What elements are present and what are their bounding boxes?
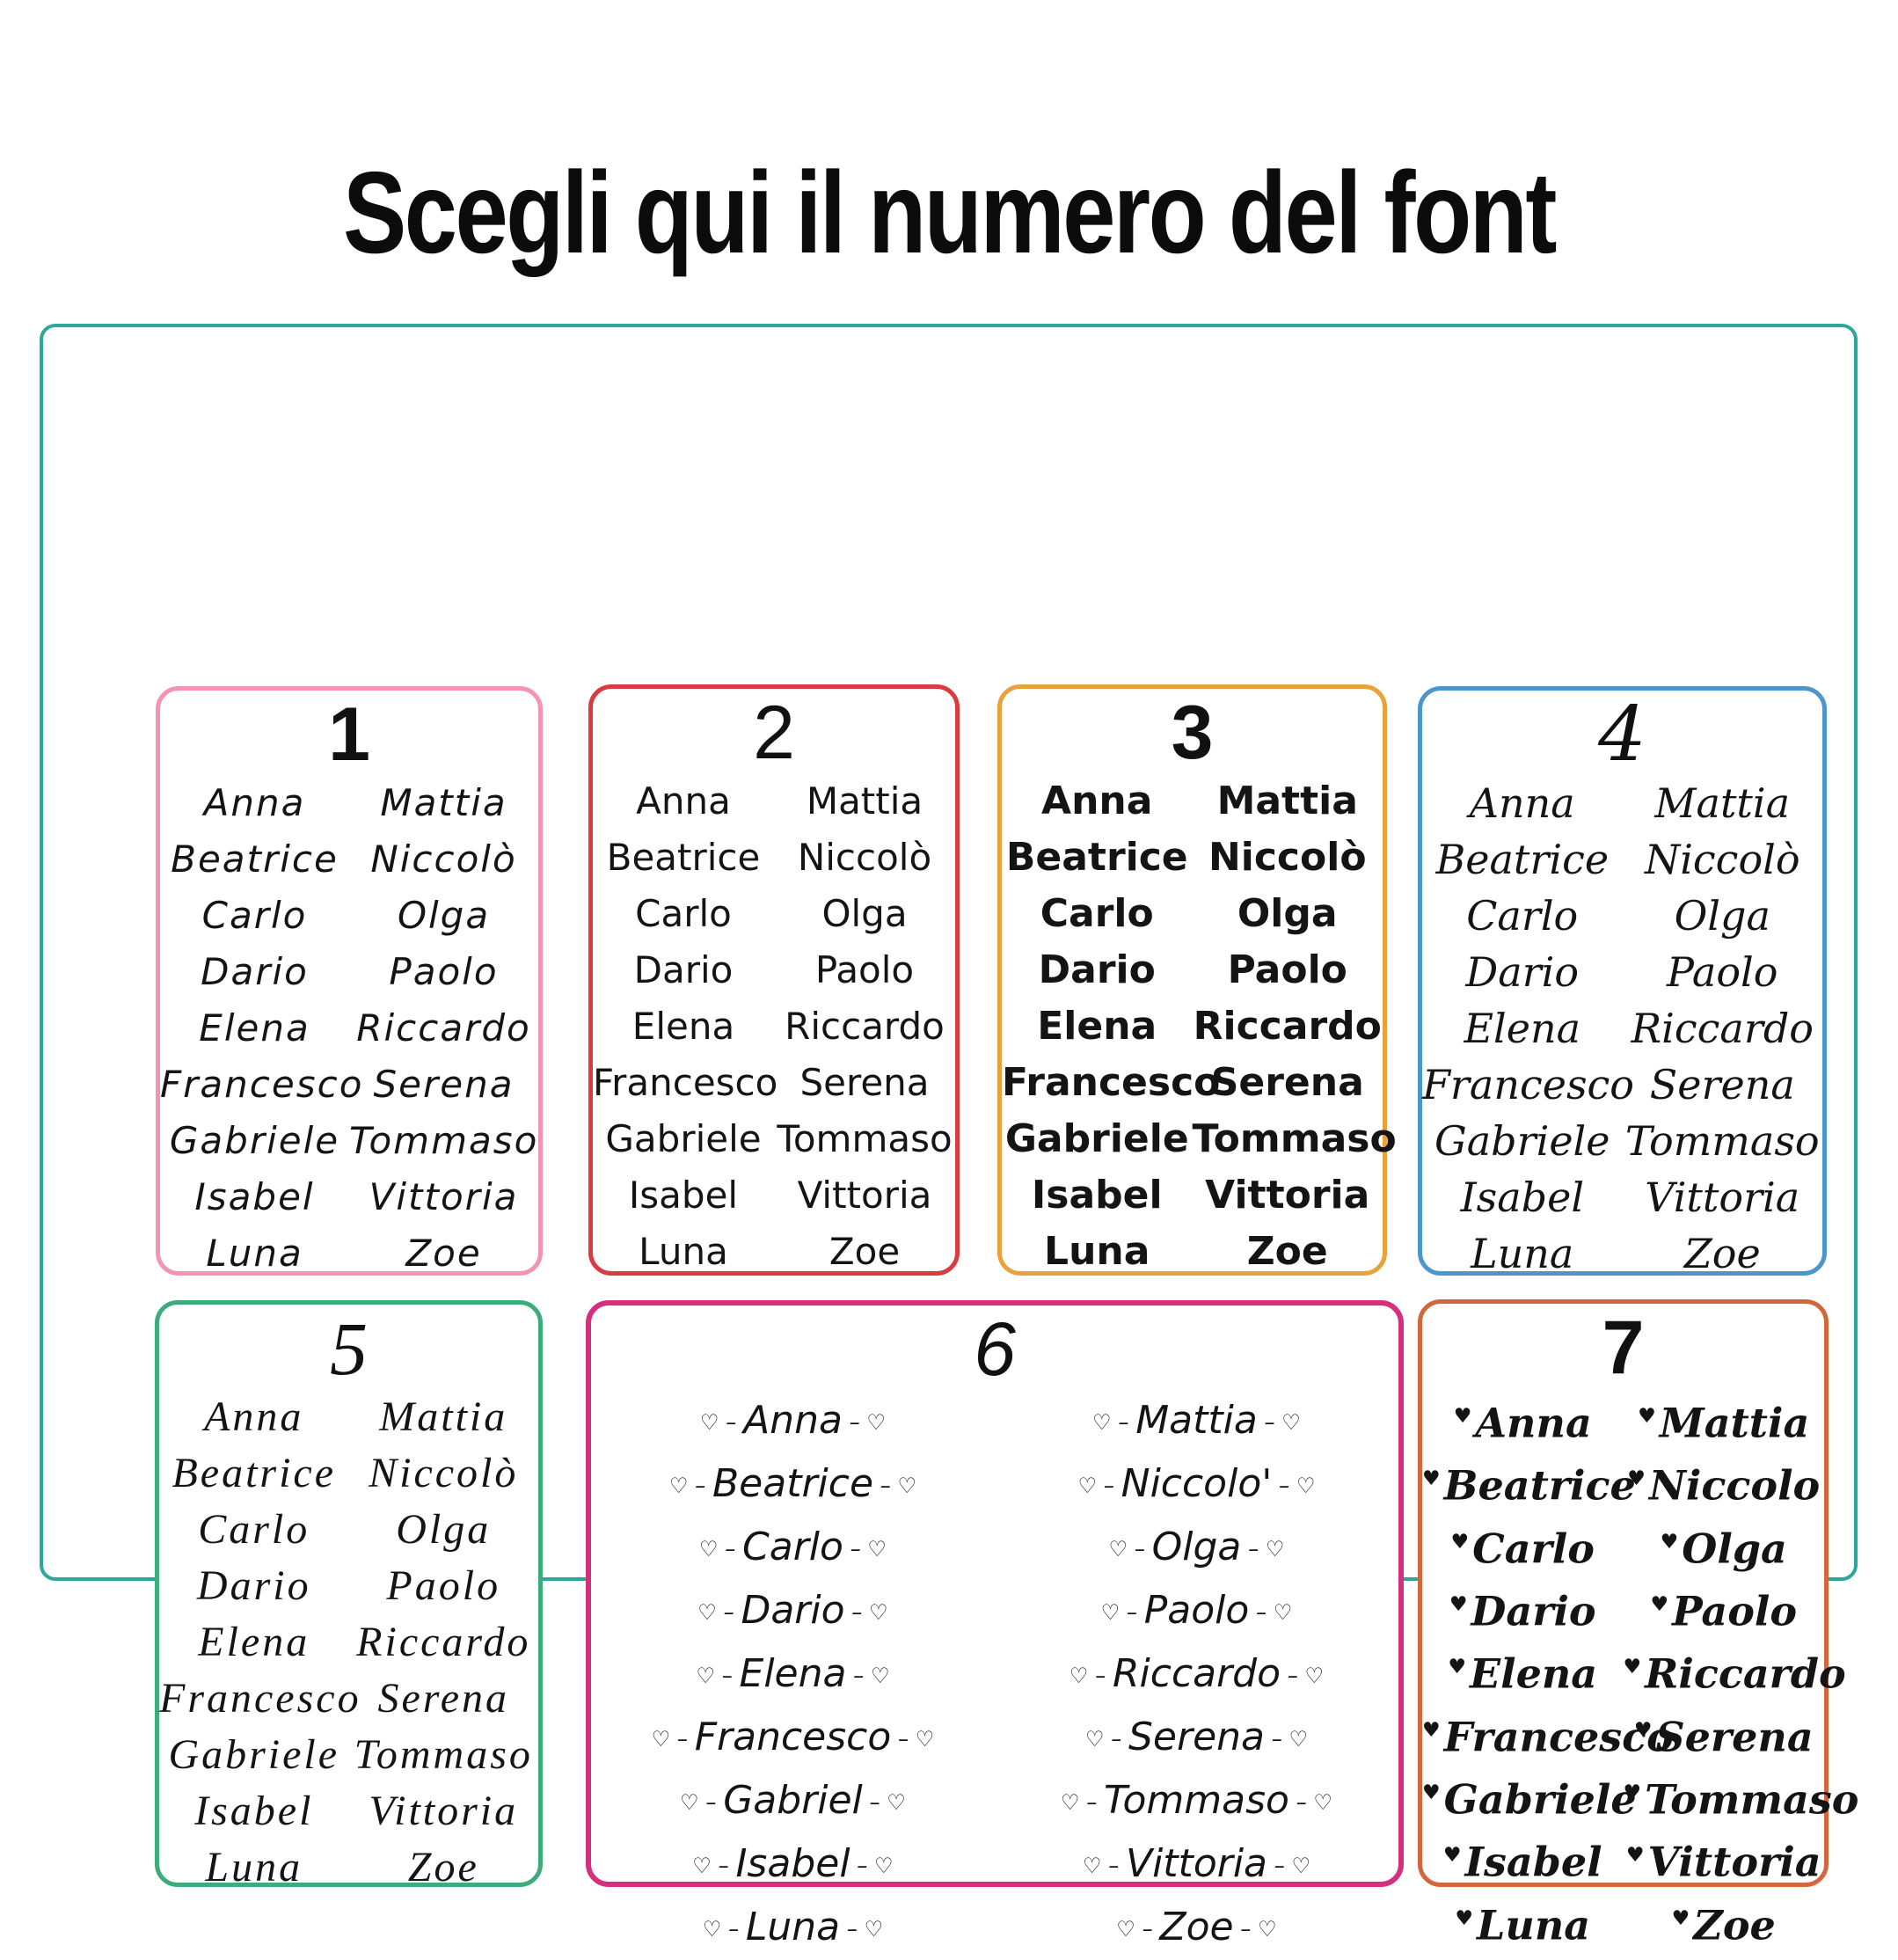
name-sample: ♡ – Zoe – ♡ bbox=[995, 1897, 1398, 1960]
font-number-4: 4 bbox=[1598, 691, 1646, 779]
name-sample: ♡ – Dario – ♡ bbox=[591, 1580, 995, 1643]
name-sample: Carlo bbox=[635, 892, 732, 935]
name-sample: Serena bbox=[799, 1061, 930, 1104]
name-sample: Isabel bbox=[1460, 1174, 1585, 1221]
name-sample: Luna bbox=[639, 1230, 728, 1273]
name-column-left bbox=[159, 1389, 361, 1896]
name-column-right bbox=[1192, 773, 1397, 1280]
name-sample: ♡ – Riccardo – ♡ bbox=[995, 1643, 1398, 1707]
name-sample: Isabel bbox=[194, 1788, 314, 1834]
name-sample: Beatrice bbox=[1005, 835, 1188, 880]
name-sample: Riccardo bbox=[1193, 1004, 1382, 1049]
name-sample: Carlo bbox=[1040, 891, 1154, 936]
name-sample: Anna bbox=[204, 1393, 304, 1440]
name-sample: Isabel bbox=[1031, 1173, 1163, 1218]
name-sample: Olga bbox=[821, 892, 908, 935]
name-sample: ♡ – Elena – ♡ bbox=[591, 1643, 995, 1707]
name-sample: Anna bbox=[1469, 779, 1575, 827]
name-sample: Gabriele bbox=[1434, 1117, 1610, 1165]
font-number-2: 2 bbox=[753, 691, 795, 775]
name-sample: Vittoria bbox=[1645, 1174, 1800, 1221]
font-samples-panel bbox=[40, 324, 1859, 1949]
name-sample: ♥ Olga bbox=[1624, 1514, 1825, 1576]
name-column-left bbox=[1422, 775, 1635, 1282]
name-sample: Paolo bbox=[389, 950, 499, 993]
name-sample: ♥ Elena bbox=[1422, 1639, 1624, 1701]
name-sample: ♡ – Niccolo' – ♡ bbox=[995, 1453, 1398, 1517]
name-sample: Tommaso bbox=[1192, 1116, 1397, 1161]
name-sample: Mattia bbox=[1216, 779, 1358, 823]
name-sample: ♥ Vittoria bbox=[1624, 1827, 1825, 1890]
name-sample: Tommaso bbox=[354, 1731, 533, 1778]
font-number-5: 5 bbox=[330, 1306, 368, 1391]
name-column-left bbox=[160, 775, 364, 1282]
name-sample: Tommaso bbox=[1624, 1117, 1820, 1165]
name-sample: Zoe bbox=[829, 1230, 901, 1273]
name-sample: ♥ Paolo bbox=[1624, 1576, 1825, 1639]
name-columns bbox=[159, 1389, 538, 1896]
name-sample: ♡ – Beatrice – ♡ bbox=[591, 1453, 995, 1517]
name-sample: Francesco bbox=[1422, 1061, 1635, 1108]
name-sample: Tommaso bbox=[349, 1119, 539, 1162]
name-sample: Vittoria bbox=[369, 1788, 519, 1834]
font-number-3: 3 bbox=[1171, 691, 1214, 775]
name-sample: Luna bbox=[1471, 1230, 1574, 1277]
name-sample: ♡ – Paolo – ♡ bbox=[995, 1580, 1398, 1643]
name-sample: Beatrice bbox=[606, 836, 761, 879]
name-sample: ♥ Beatrice bbox=[1422, 1451, 1624, 1513]
name-columns bbox=[1002, 773, 1397, 1280]
name-sample: ♥ Serena bbox=[1624, 1702, 1825, 1765]
name-sample: ♡ – Isabel – ♡ bbox=[591, 1833, 995, 1897]
name-sample: Anna bbox=[636, 779, 731, 823]
name-sample: Gabriele bbox=[169, 1119, 340, 1162]
name-sample: ♥ Isabel bbox=[1422, 1827, 1624, 1890]
name-sample: Olga bbox=[397, 894, 491, 937]
name-sample: Serena bbox=[1649, 1061, 1795, 1108]
name-sample: ♡ – Francesco – ♡ bbox=[591, 1707, 995, 1770]
name-sample: Mattia bbox=[379, 1393, 508, 1440]
name-column-right bbox=[349, 1389, 539, 1896]
name-sample: Mattia bbox=[1654, 779, 1791, 827]
name-column-right bbox=[349, 775, 538, 1282]
font-option-4[interactable] bbox=[1418, 686, 1827, 1276]
name-sample: Paolo bbox=[1667, 948, 1778, 996]
name-sample: Olga bbox=[1674, 892, 1770, 940]
name-column-right bbox=[774, 773, 955, 1280]
font-number-6: 6 bbox=[974, 1307, 1016, 1392]
name-sample: ♥ Gabriele bbox=[1422, 1765, 1624, 1827]
name-sample: Anna bbox=[1041, 779, 1153, 823]
name-sample: Serena bbox=[1210, 1060, 1364, 1105]
name-sample: Dario bbox=[633, 948, 734, 991]
name-sample: Luna bbox=[205, 1844, 303, 1891]
name-sample: ♥ Riccardo bbox=[1624, 1639, 1825, 1701]
font-number-7: 7 bbox=[1602, 1305, 1645, 1390]
name-sample: ♥ Francesco bbox=[1422, 1702, 1624, 1765]
name-sample: ♡ – Tommaso – ♡ bbox=[995, 1770, 1398, 1833]
name-sample: Vittoria bbox=[369, 1175, 519, 1218]
name-sample: Niccolò bbox=[1208, 835, 1367, 880]
name-sample: Elena bbox=[631, 1005, 735, 1048]
name-sample: Serena bbox=[373, 1063, 515, 1106]
name-sample: Carlo bbox=[1466, 892, 1579, 940]
name-sample: Dario bbox=[1465, 948, 1580, 996]
name-sample: Zoe bbox=[407, 1844, 479, 1891]
name-sample: Luna bbox=[1044, 1229, 1150, 1274]
name-sample: Anna bbox=[203, 781, 306, 824]
name-sample: Isabel bbox=[628, 1174, 739, 1217]
name-sample: ♡ – Gabriel – ♡ bbox=[591, 1770, 995, 1833]
name-sample: Niccolò bbox=[1644, 836, 1800, 883]
name-sample: Gabriele bbox=[168, 1731, 340, 1778]
name-sample: Riccardo bbox=[1631, 1005, 1814, 1052]
page-title: Scegli qui il numero del font bbox=[343, 148, 1555, 277]
name-sample: ♥ Zoe bbox=[1624, 1891, 1825, 1953]
name-sample: Luna bbox=[206, 1232, 303, 1275]
name-column-left bbox=[591, 1390, 995, 1960]
name-sample: Elena bbox=[199, 1006, 310, 1049]
name-column-left bbox=[593, 773, 778, 1280]
name-column-left bbox=[1422, 1388, 1674, 1953]
name-sample: Olga bbox=[396, 1506, 492, 1553]
name-sample: Vittoria bbox=[1205, 1173, 1370, 1218]
name-sample: ♡ – Olga – ♡ bbox=[995, 1517, 1398, 1580]
name-sample: Paolo bbox=[1227, 947, 1347, 992]
name-sample: Gabriele bbox=[605, 1117, 762, 1160]
name-sample: Isabel bbox=[194, 1175, 315, 1218]
name-columns bbox=[1422, 1388, 1859, 1953]
name-columns bbox=[1422, 775, 1822, 1282]
name-sample: ♡ – Anna – ♡ bbox=[591, 1390, 995, 1453]
name-sample: Elena bbox=[198, 1619, 310, 1665]
name-sample: Elena bbox=[1464, 1005, 1581, 1052]
name-sample: ♡ – Mattia – ♡ bbox=[995, 1390, 1398, 1453]
name-sample: Dario bbox=[1038, 947, 1156, 992]
name-sample: Tommaso bbox=[777, 1117, 953, 1160]
name-sample: Beatrice bbox=[171, 837, 339, 881]
font-option-5[interactable] bbox=[155, 1300, 543, 1891]
name-sample: Mattia bbox=[806, 779, 923, 823]
name-sample: ♥ Niccolo bbox=[1624, 1451, 1825, 1513]
name-sample: ♡ – Serena – ♡ bbox=[995, 1707, 1398, 1770]
font-option-3[interactable] bbox=[997, 684, 1397, 1276]
name-sample: ♥ Dario bbox=[1422, 1576, 1624, 1639]
name-columns bbox=[160, 775, 538, 1282]
name-sample: ♥ Carlo bbox=[1422, 1514, 1624, 1576]
name-column-right bbox=[1623, 775, 1823, 1282]
name-sample: Elena bbox=[1037, 1004, 1157, 1049]
font-option-1[interactable] bbox=[156, 686, 543, 1276]
name-sample: ♥ Mattia bbox=[1624, 1388, 1825, 1451]
name-sample: Riccardo bbox=[356, 1619, 531, 1665]
name-sample: Niccolò bbox=[370, 837, 517, 881]
name-sample: Dario bbox=[196, 1562, 311, 1609]
name-sample: Carlo bbox=[201, 894, 308, 937]
name-sample: Serena bbox=[377, 1675, 509, 1722]
name-sample: ♡ – Vittoria – ♡ bbox=[995, 1833, 1398, 1897]
name-sample: Francesco bbox=[593, 1061, 778, 1104]
name-sample: Dario bbox=[201, 950, 309, 993]
name-sample: Vittoria bbox=[797, 1174, 932, 1217]
name-column-left bbox=[1002, 773, 1221, 1280]
name-sample: ♥ Tommaso bbox=[1624, 1765, 1825, 1827]
name-sample: Riccardo bbox=[785, 1005, 945, 1048]
name-sample: ♡ – Luna – ♡ bbox=[591, 1897, 995, 1960]
name-sample: Olga bbox=[1237, 891, 1338, 936]
name-column-right bbox=[1624, 1388, 1859, 1953]
name-sample: ♥ Anna bbox=[1422, 1388, 1624, 1451]
font-option-2[interactable] bbox=[588, 684, 960, 1276]
name-sample: Beatrice bbox=[1435, 836, 1610, 883]
name-sample: Zoe bbox=[1246, 1229, 1328, 1274]
font-option-7[interactable] bbox=[1418, 1299, 1859, 1949]
font-number-1: 1 bbox=[328, 692, 370, 777]
name-sample: Niccolò bbox=[369, 1450, 519, 1496]
name-sample: ♥ Luna bbox=[1422, 1891, 1624, 1953]
name-sample: Francesco bbox=[159, 1675, 361, 1722]
name-sample: Paolo bbox=[814, 948, 915, 991]
name-sample: Zoe bbox=[405, 1232, 482, 1275]
name-sample: Francesco bbox=[160, 1063, 364, 1106]
name-columns bbox=[591, 1390, 1398, 1960]
name-sample: Riccardo bbox=[356, 1006, 531, 1049]
name-sample: ♡ – Carlo – ♡ bbox=[591, 1517, 995, 1580]
name-columns bbox=[593, 773, 955, 1280]
name-column-right bbox=[995, 1390, 1398, 1960]
name-sample: Carlo bbox=[198, 1506, 310, 1553]
name-sample: Paolo bbox=[386, 1562, 501, 1609]
name-sample: Zoe bbox=[1683, 1230, 1761, 1277]
name-sample: Francesco bbox=[1002, 1060, 1221, 1105]
name-sample: Gabriele bbox=[1004, 1116, 1189, 1161]
name-sample: Beatrice bbox=[172, 1450, 337, 1496]
name-sample: Niccolò bbox=[797, 836, 932, 879]
name-sample: Mattia bbox=[380, 781, 507, 824]
font-option-6[interactable] bbox=[586, 1300, 1404, 1949]
